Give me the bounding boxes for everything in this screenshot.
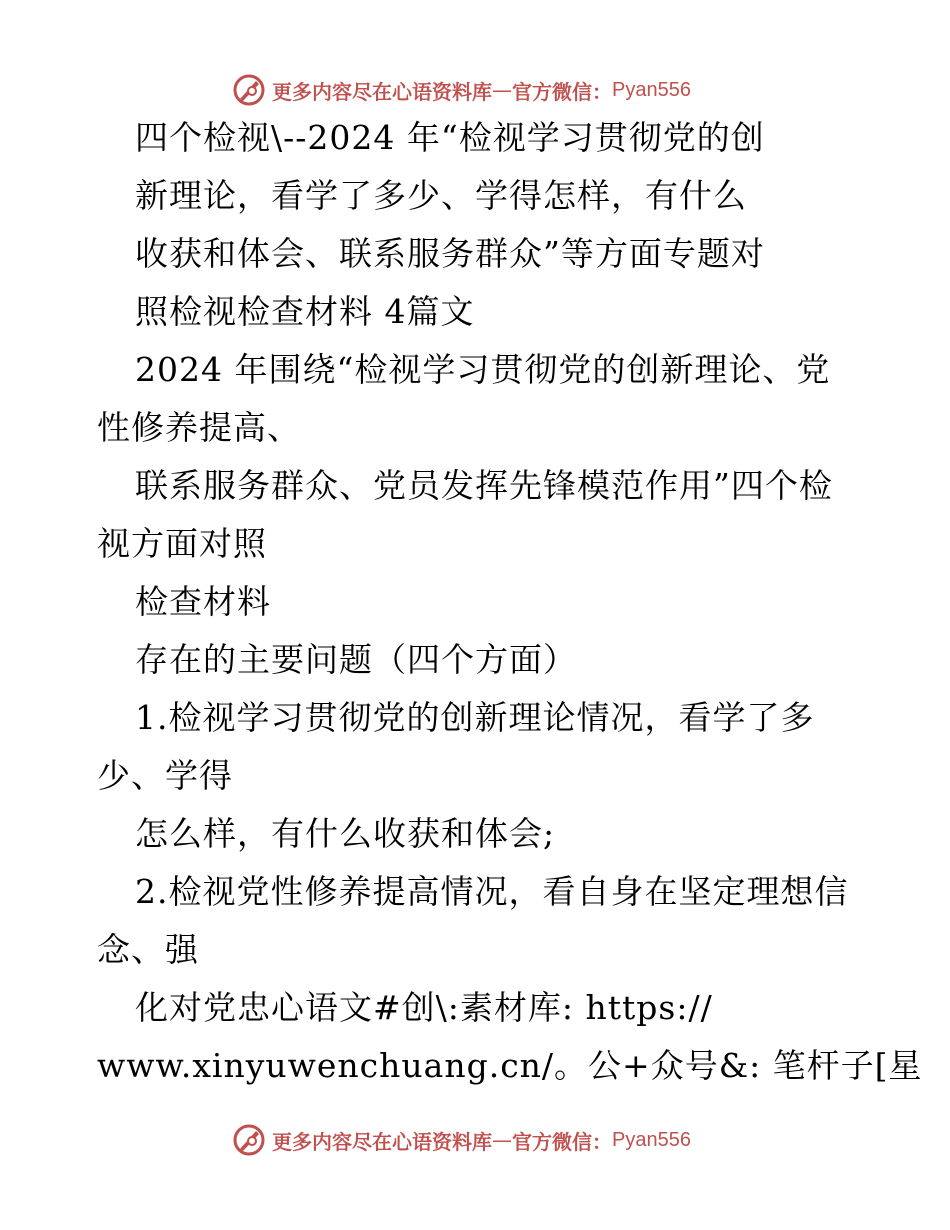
paragraph-line: 1.检视学习贯彻党的创新理论情况，看学了多 xyxy=(135,698,815,737)
banner-wechat-id: Pyan556 xyxy=(612,78,691,101)
banner-text: 更多内容尽在心语资料库 xyxy=(272,79,492,104)
paragraph-line: 念、强 xyxy=(97,930,199,969)
paragraph-line: 视方面对照 xyxy=(97,524,267,563)
banner-separator: — xyxy=(492,78,512,102)
header-watermark-banner xyxy=(232,70,691,110)
section-heading: 存在的主要问题（四个方面） xyxy=(135,640,577,679)
paragraph-line: 2024 年围绕“检视学习贯彻党的创新理论、党 xyxy=(135,350,831,389)
paragraph-line: 联系服务群众、党员发挥先锋模范作用”四个检 xyxy=(135,466,833,505)
title-line-2: 新理论，看学了多少、学得怎样，有什么 xyxy=(135,176,747,215)
paragraph-line: 少、学得 xyxy=(97,756,233,795)
paragraph-line: 性修养提高、 xyxy=(97,408,301,447)
title-line-4: 照检视检查材料 4篇文 xyxy=(135,292,475,331)
quill-logo-icon xyxy=(232,73,266,107)
paragraph-line: 怎么样，有什么收获和体会; xyxy=(135,814,556,853)
paragraph-line: 2.检视党性修养提高情况，看自身在坚定理想信 xyxy=(135,872,849,911)
banner-wechat-id: Pyan556 xyxy=(612,1128,691,1151)
banner-separator: — xyxy=(492,1128,512,1152)
banner-wechat-label: 官方微信： xyxy=(512,1129,612,1154)
banner-wechat-label: 官方微信： xyxy=(512,79,612,104)
quill-logo-icon xyxy=(232,1123,266,1157)
paragraph-line: www.xinyuwenchuang.cn/。公+众号&: 笔杆子[星 xyxy=(97,1046,923,1085)
paragraph-line: 检查材料 xyxy=(135,582,271,621)
footer-watermark-banner xyxy=(232,1120,691,1160)
title-line-1: 四个检视\--2024 年“检视学习贯彻党的创 xyxy=(135,118,765,157)
title-line-3: 收获和体会、联系服务群众”等方面专题对 xyxy=(135,234,765,273)
banner-text: 更多内容尽在心语资料库 xyxy=(272,1129,492,1154)
paragraph-line: 化对党忠心语文#创\:素材库: https:// xyxy=(135,988,713,1027)
